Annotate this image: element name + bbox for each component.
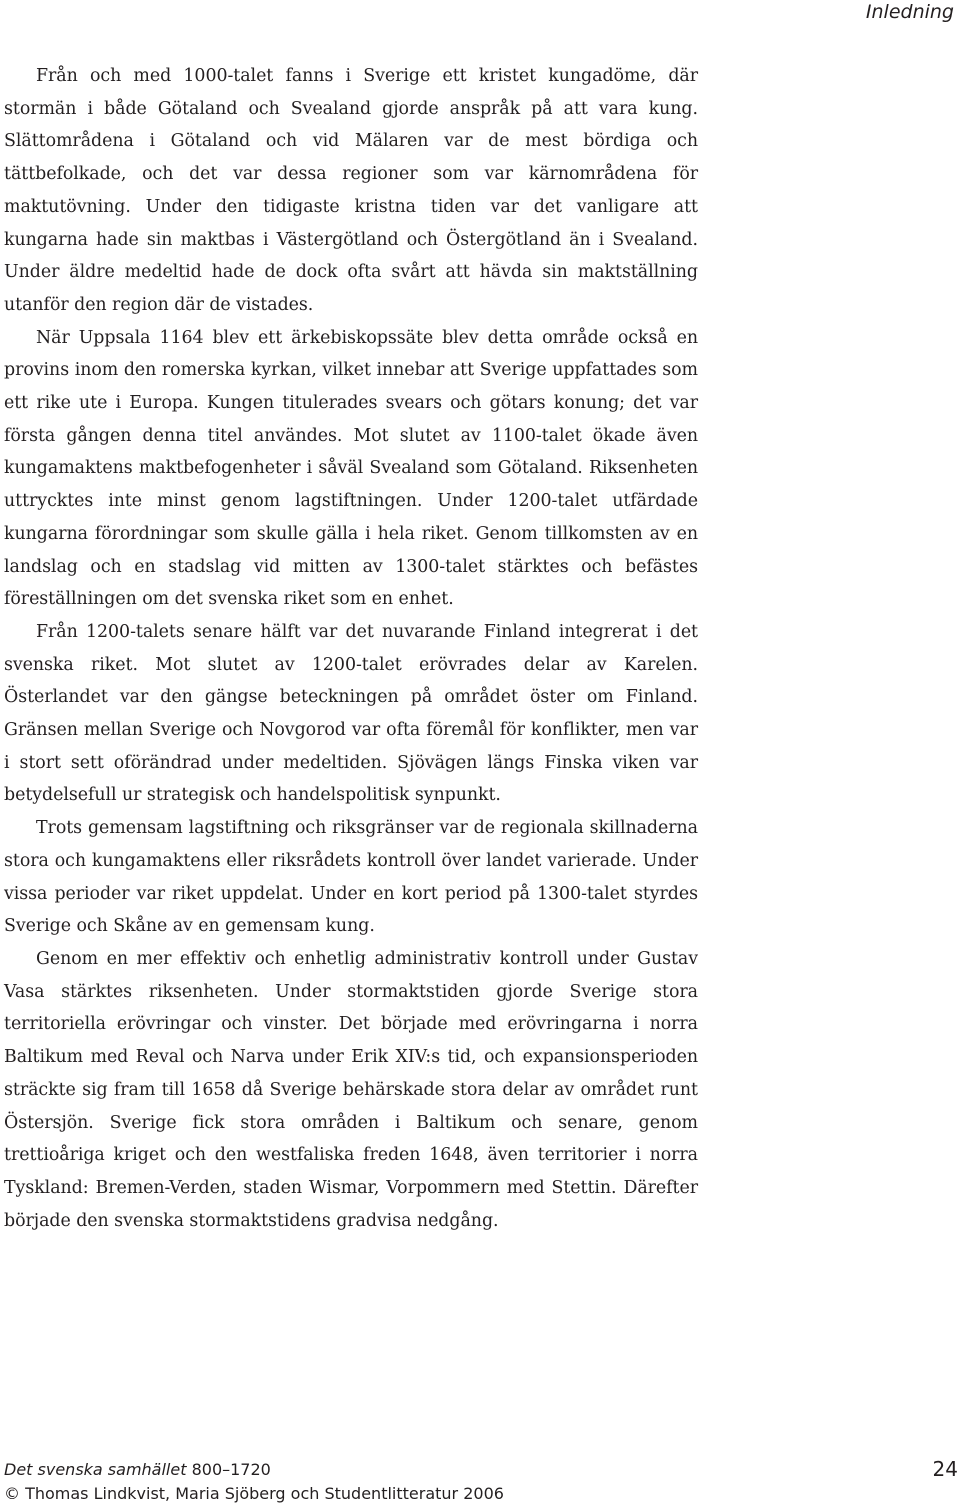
paragraph-1: Från och med 1000-talet fanns i Sverige ett kristet kungadöme, där stormän i både Götaland och Svealand gjorde anspråk på att vara kung. Slättområdena i Götaland och vid Mälaren var de mest bördiga och tättbefolkade, och det var dessa regioner som var kärnområdena för maktutövning. Under den tidigaste kristna tiden var det vanligare att kungarna hade sin maktbas i Västergötland och Östergötland än i Svealand. Under äldre medeltid hade de dock ofta svårt att hävda sin maktställning utanför den region där de vistades. bbox=[4, 66, 698, 315]
footer-book-line bbox=[4, 1458, 956, 1482]
paragraph-5: Genom en mer effektiv och enhetlig administrativ kontroll under Gustav Vasa stärktes riksenheten. Under stormaktstiden gjorde Sverige stora territoriella erövringar och vinster. Det började med erövringarna i norra Baltikum med Reval och Narva under Erik XIV:s tid, och expansionsperioden sträckte sig fram till 1658 då Sverige behärskade stora delar av området runt Östersjön. Sverige fick stora områden i Baltikum och senare, genom trettioåriga kriget och den westfaliska freden 1648, även territorier i norra Tyskland: Bremen-Verden, staden Wismar, Vorpommern med Stettin. Därefter började den svenska stormaktstidens gradvisa nedgång. bbox=[4, 948, 698, 1231]
footer-book-title: Det svenska samhället bbox=[4, 1460, 187, 1479]
running-head-section: Inledning bbox=[865, 1, 954, 23]
paragraph-4: Trots gemensam lagstiftning och riksgränser var de regionala skillnaderna stora och kungamaktens eller riksrådets kontroll över landet varierade. Under vissa perioder var riket uppdelat. Under en kort period på 1300-talet styrdes Sverige och Skåne av en gemensam kung. bbox=[4, 818, 698, 937]
paragraph-3: Från 1200-talets senare hälft var det nuvarande Finland integrerat i det svenska riket. Mot slutet av 1200-talet erövrades delar av Karelen. Österlandet var den gängse beteckningen på området öster om Finland. Gränsen mellan Sverige och Novgorod var ofta föremål för konflikter, men var i stort sett oförändrad under medeltiden. Sjövägen längs Finska viken var betydelsefull ur strategisk och handelspolitisk synpunkt. bbox=[4, 621, 698, 806]
footer-copyright: © Thomas Lindkvist, Maria Sjöberg och Studentlitteratur 2006 bbox=[4, 1484, 504, 1503]
paragraph-2: När Uppsala 1164 blev ett ärkebiskopssäte blev detta område också en provins inom den romerska kyrkan, vilket innebar att Sverige uppfattades som ett rike ute i Europa. Kungen titulerades svears och götars konung; det var första gången denna titel användes. Mot slutet av 1100-talet ökade även kungamaktens maktbefogenheter i såväl Svealand som Götaland. Riksenheten uttrycktes inte minst genom lagstiftningen. Under 1200-talet utfärdade kungarna förordningar som skulle gälla i hela riket. Genom tillkomsten av en landslag och en stadslag vid mitten av 1300-talet stärktes och befästes föreställningen om det svenska riket som en enhet. bbox=[4, 327, 698, 610]
footer-book-years: 800–1720 bbox=[191, 1460, 271, 1479]
page-footer bbox=[4, 1458, 956, 1506]
body-text bbox=[4, 60, 698, 1237]
page-number: 24 bbox=[932, 1457, 958, 1481]
